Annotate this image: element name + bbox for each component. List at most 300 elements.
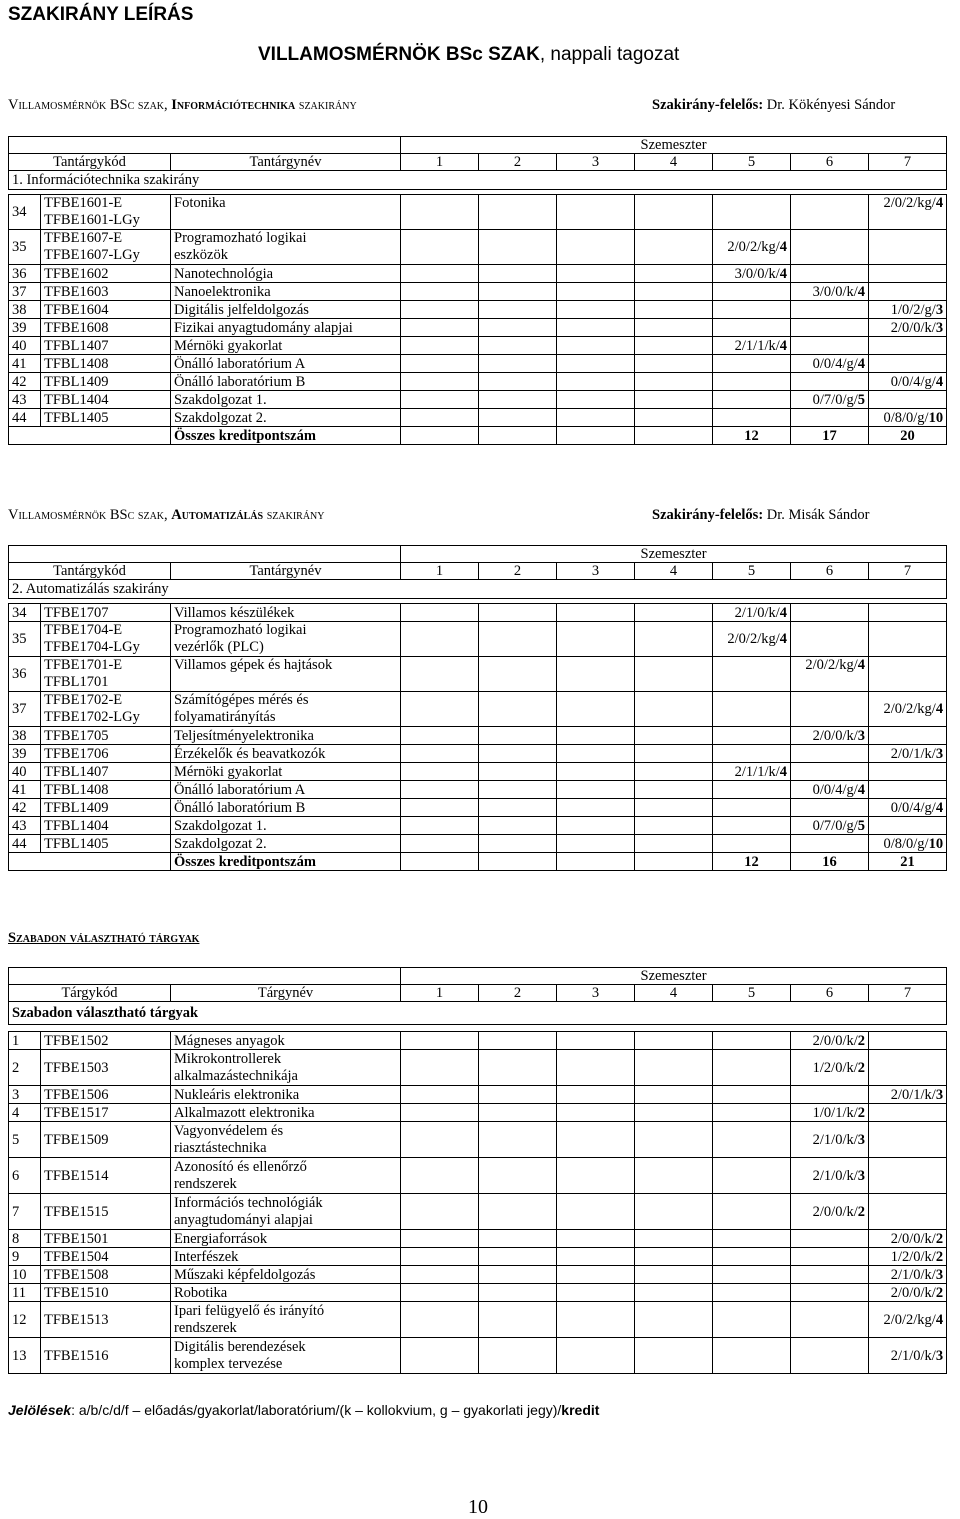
course-code-line2: TFBE1704-LGy bbox=[44, 639, 140, 655]
semester-cell bbox=[557, 1302, 635, 1338]
section2-heading-suffix: szakirány bbox=[263, 507, 325, 523]
course-name-line2: vezérlők (PLC) bbox=[174, 639, 264, 655]
credit-number: 4 bbox=[857, 781, 866, 798]
semester-cell bbox=[401, 427, 479, 445]
credit-value: 0/8/0/g/10 bbox=[869, 409, 947, 427]
total-value: 21 bbox=[869, 853, 947, 871]
credit-value: 0/0/4/g/4 bbox=[791, 355, 869, 373]
course-code: TFBE1502 bbox=[41, 1032, 171, 1050]
course-code: TFBL1408 bbox=[41, 355, 171, 373]
credit-value: 2/0/0/k/2 bbox=[869, 1230, 947, 1248]
semester-cell bbox=[713, 1338, 791, 1374]
semester-cell bbox=[557, 763, 635, 781]
semester-cell bbox=[557, 692, 635, 727]
semester-cell bbox=[635, 319, 713, 337]
section1-column-header-row bbox=[9, 154, 947, 171]
semester-cell bbox=[869, 337, 947, 355]
credit-value: 2/0/0/k/3 bbox=[791, 727, 869, 745]
semester-cell bbox=[479, 391, 557, 409]
semester-cell bbox=[557, 1284, 635, 1302]
course-name: Nukleáris elektronika bbox=[171, 1086, 401, 1104]
course-name: Szakdolgozat 2. bbox=[171, 409, 401, 427]
semester-cell bbox=[479, 283, 557, 301]
semester-cell bbox=[401, 763, 479, 781]
semester-cell bbox=[401, 319, 479, 337]
semester-cell bbox=[479, 657, 557, 692]
course-row bbox=[9, 409, 947, 427]
semester-cell bbox=[479, 195, 557, 230]
semester-cell bbox=[869, 283, 947, 301]
credit-value: 1/2/0/k/2 bbox=[791, 1050, 869, 1086]
row-number: 43 bbox=[9, 817, 41, 835]
course-name-line1: Programozható logikai bbox=[174, 230, 307, 246]
semester-cell bbox=[713, 835, 791, 853]
course-name: Villamos készülékek bbox=[171, 604, 401, 622]
course-name-line1: Számítógépes mérés és bbox=[174, 692, 309, 708]
semester-cell bbox=[713, 727, 791, 745]
semester-cell bbox=[635, 1338, 713, 1374]
semester-number: 5 bbox=[713, 154, 791, 171]
semester-cell bbox=[479, 692, 557, 727]
semester-cell bbox=[713, 1086, 791, 1104]
semester-cell bbox=[635, 657, 713, 692]
semester-cell bbox=[635, 337, 713, 355]
semester-cell bbox=[401, 817, 479, 835]
semester-cell bbox=[791, 1248, 869, 1266]
course-name bbox=[171, 622, 401, 657]
semester-cell bbox=[635, 692, 713, 727]
credit-value: 1/2/0/k/2 bbox=[869, 1248, 947, 1266]
course-code: TFBL1404 bbox=[41, 391, 171, 409]
semester-cell bbox=[791, 301, 869, 319]
semester-number: 6 bbox=[791, 154, 869, 171]
credit-number: 4 bbox=[857, 657, 866, 673]
semester-cell bbox=[791, 195, 869, 230]
semester-cell bbox=[713, 1104, 791, 1122]
semester-cell bbox=[479, 1302, 557, 1338]
semester-cell bbox=[635, 1302, 713, 1338]
semester-cell bbox=[713, 1050, 791, 1086]
semester-cell bbox=[401, 692, 479, 727]
credit-number: 4 bbox=[935, 799, 944, 816]
row-number: 6 bbox=[9, 1158, 41, 1194]
credit-number: 4 bbox=[935, 701, 944, 717]
credit-value: 2/0/0/k/2 bbox=[791, 1032, 869, 1050]
section1-resp-label: Szakirány-felelős: bbox=[652, 97, 764, 113]
credit-number: 3 bbox=[935, 301, 944, 318]
course-row bbox=[9, 1338, 947, 1374]
semester-cell bbox=[401, 301, 479, 319]
semester-cell bbox=[557, 427, 635, 445]
semester-number: 4 bbox=[635, 985, 713, 1002]
semester-cell bbox=[557, 1050, 635, 1086]
credit-number: 3 bbox=[935, 319, 944, 336]
course-name: Önálló laboratórium A bbox=[171, 355, 401, 373]
course-name-line2: rendszerek bbox=[174, 1319, 237, 1336]
semester-cell bbox=[479, 727, 557, 745]
row-number: 34 bbox=[9, 604, 41, 622]
credit-value: 2/1/0/k/3 bbox=[869, 1266, 947, 1284]
course-code: TFBE1503 bbox=[41, 1050, 171, 1086]
semester-cell bbox=[635, 1194, 713, 1230]
course-name: Teljesítményelektronika bbox=[171, 727, 401, 745]
semester-cell bbox=[557, 727, 635, 745]
semester-cell bbox=[401, 1050, 479, 1086]
total-value: 17 bbox=[791, 427, 869, 445]
course-code-line1: TFBE1702-E bbox=[44, 692, 123, 708]
semester-cell bbox=[713, 781, 791, 799]
section1-heading-bold: Információtechnika bbox=[171, 97, 296, 113]
credit-number: 4 bbox=[779, 337, 788, 354]
section2-resp-label: Szakirány-felelős: bbox=[652, 507, 764, 523]
course-name: Mérnöki gyakorlat bbox=[171, 763, 401, 781]
course-code: TFBL1404 bbox=[41, 817, 171, 835]
semester-cell bbox=[791, 265, 869, 283]
semester-cell bbox=[635, 427, 713, 445]
semester-cell bbox=[635, 301, 713, 319]
course-name: Energiaforrások bbox=[171, 1230, 401, 1248]
semester-cell bbox=[635, 1248, 713, 1266]
section1-resp-name: Dr. Kökényesi Sándor bbox=[763, 97, 896, 113]
semester-cell bbox=[869, 1050, 947, 1086]
semester-cell bbox=[635, 763, 713, 781]
course-name-line2: komplex tervezése bbox=[174, 1355, 283, 1372]
semester-cell bbox=[635, 391, 713, 409]
course-row bbox=[9, 622, 947, 657]
credit-value: 2/0/1/k/3 bbox=[869, 1086, 947, 1104]
course-row bbox=[9, 657, 947, 692]
row-number: 38 bbox=[9, 301, 41, 319]
semester-number: 5 bbox=[713, 985, 791, 1002]
course-row bbox=[9, 1266, 947, 1284]
total-row bbox=[9, 853, 947, 871]
credit-value: 2/1/0/k/3 bbox=[869, 1338, 947, 1374]
row-number: 12 bbox=[9, 1302, 41, 1338]
semester-cell bbox=[401, 853, 479, 871]
course-name bbox=[171, 1122, 401, 1158]
semester-cell bbox=[557, 745, 635, 763]
course-code: TFBE1516 bbox=[41, 1338, 171, 1374]
semester-cell bbox=[401, 337, 479, 355]
semester-cell bbox=[791, 763, 869, 781]
course-code-line1: TFBE1607-E bbox=[44, 230, 123, 246]
credit-number: 10 bbox=[928, 409, 944, 426]
semester-cell bbox=[713, 283, 791, 301]
semester-cell bbox=[557, 230, 635, 265]
semester-cell bbox=[557, 355, 635, 373]
semester-cell bbox=[713, 1032, 791, 1050]
legend-text: : a/b/c/d/f – előadás/gyakorlat/laboratórium/(k – kollokvium, g – gyakorlati jegy)/ bbox=[71, 1402, 562, 1418]
semester-cell bbox=[635, 1050, 713, 1086]
section2-heading bbox=[8, 507, 324, 524]
credit-value: 2/1/1/k/4 bbox=[713, 763, 791, 781]
course-code: TFBL1405 bbox=[41, 835, 171, 853]
credit-value: 2/0/2/kg/4 bbox=[869, 1302, 947, 1338]
credit-number: 4 bbox=[935, 195, 944, 211]
semester-cell bbox=[869, 391, 947, 409]
course-code: TFBE1602 bbox=[41, 265, 171, 283]
elective-heading bbox=[8, 930, 199, 947]
row-number: 35 bbox=[9, 622, 41, 657]
semester-cell bbox=[713, 1230, 791, 1248]
semester-cell bbox=[713, 1302, 791, 1338]
course-name-line2: anyagtudományi alapjai bbox=[174, 1211, 313, 1228]
semester-cell bbox=[401, 1194, 479, 1230]
semester-cell bbox=[479, 427, 557, 445]
semester-cell bbox=[479, 1032, 557, 1050]
semester-cell bbox=[401, 195, 479, 230]
semester-cell bbox=[869, 657, 947, 692]
row-number: 9 bbox=[9, 1248, 41, 1266]
legend bbox=[8, 1402, 599, 1418]
course-row bbox=[9, 604, 947, 622]
course-name-line1: Információs technológiák bbox=[174, 1194, 323, 1211]
subtitle-bold: VILLAMOSMÉRNÖK BSc SZAK bbox=[258, 44, 540, 65]
credit-number: 2 bbox=[857, 1059, 866, 1076]
course-row bbox=[9, 1248, 947, 1266]
credit-value: 2/0/1/k/3 bbox=[869, 745, 947, 763]
row-number: 42 bbox=[9, 373, 41, 391]
page-number: 10 bbox=[468, 1496, 488, 1518]
credit-number: 4 bbox=[857, 283, 866, 300]
semester-cell bbox=[401, 1032, 479, 1050]
semester-cell bbox=[557, 283, 635, 301]
course-name-line1: Azonosító és ellenőrző bbox=[174, 1158, 307, 1175]
course-name: Önálló laboratórium B bbox=[171, 799, 401, 817]
course-code: TFBE1705 bbox=[41, 727, 171, 745]
semester-cell bbox=[479, 745, 557, 763]
semester-cell bbox=[401, 391, 479, 409]
semester-number: 4 bbox=[635, 563, 713, 580]
course-name: Digitális jelfeldolgozás bbox=[171, 301, 401, 319]
course-code: TFBE1517 bbox=[41, 1104, 171, 1122]
course-name-line1: Ipari felügyelő és irányító bbox=[174, 1302, 325, 1319]
semester-cell bbox=[479, 319, 557, 337]
semester-cell bbox=[479, 337, 557, 355]
semester-label: Szemeszter bbox=[401, 137, 947, 154]
course-code: TFBE1707 bbox=[41, 604, 171, 622]
course-row bbox=[9, 355, 947, 373]
total-row bbox=[9, 427, 947, 445]
semester-cell bbox=[401, 835, 479, 853]
semester-cell bbox=[791, 1266, 869, 1284]
semester-cell bbox=[635, 1032, 713, 1050]
course-name: Érzékelők és beavatkozók bbox=[171, 745, 401, 763]
semester-cell bbox=[869, 1032, 947, 1050]
semester-cell bbox=[869, 727, 947, 745]
credit-number: 2 bbox=[935, 1284, 944, 1301]
semester-cell bbox=[791, 692, 869, 727]
semester-cell bbox=[479, 835, 557, 853]
course-row bbox=[9, 1302, 947, 1338]
credit-value: 2/0/2/kg/4 bbox=[869, 195, 947, 230]
course-row bbox=[9, 1284, 947, 1302]
course-name-line2: alkalmazástechnikája bbox=[174, 1067, 298, 1084]
credit-value: 0/0/4/g/4 bbox=[869, 373, 947, 391]
semester-cell bbox=[479, 1104, 557, 1122]
semester-cell bbox=[635, 1230, 713, 1248]
course-name bbox=[171, 1338, 401, 1374]
course-name: Önálló laboratórium B bbox=[171, 373, 401, 391]
course-name: Önálló laboratórium A bbox=[171, 781, 401, 799]
course-row bbox=[9, 1158, 947, 1194]
group-label: Szabadon választható tárgyak bbox=[9, 1002, 947, 1025]
semester-cell bbox=[557, 1122, 635, 1158]
spacer-cell bbox=[9, 1025, 947, 1032]
semester-cell bbox=[869, 781, 947, 799]
course-row bbox=[9, 195, 947, 230]
semester-cell bbox=[635, 817, 713, 835]
credit-number: 2 bbox=[857, 1203, 866, 1220]
course-name bbox=[171, 1050, 401, 1086]
course-row bbox=[9, 230, 947, 265]
credit-value: 3/0/0/k/4 bbox=[713, 265, 791, 283]
credit-number: 4 bbox=[779, 604, 788, 621]
course-code: TFBL1409 bbox=[41, 373, 171, 391]
semester-cell bbox=[479, 301, 557, 319]
semester-number: 3 bbox=[557, 154, 635, 171]
course-name-line1: Digitális berendezések bbox=[174, 1338, 306, 1355]
credit-value: 2/0/2/kg/4 bbox=[713, 230, 791, 265]
credit-value: 2/1/0/k/3 bbox=[791, 1122, 869, 1158]
semester-cell bbox=[401, 1284, 479, 1302]
elective-column-header-row bbox=[9, 985, 947, 1002]
credit-value: 0/0/4/g/4 bbox=[791, 781, 869, 799]
semester-cell bbox=[791, 1284, 869, 1302]
semester-cell bbox=[401, 799, 479, 817]
semester-number: 2 bbox=[479, 154, 557, 171]
semester-cell bbox=[479, 409, 557, 427]
row-number: 8 bbox=[9, 1230, 41, 1248]
semester-cell bbox=[401, 604, 479, 622]
semester-cell bbox=[791, 799, 869, 817]
blank-cell bbox=[9, 137, 401, 154]
semester-number: 1 bbox=[401, 154, 479, 171]
semester-cell bbox=[791, 745, 869, 763]
credit-number: 2 bbox=[935, 1248, 944, 1265]
semester-number: 3 bbox=[557, 563, 635, 580]
semester-cell bbox=[869, 1194, 947, 1230]
semester-cell bbox=[791, 604, 869, 622]
course-name: Villamos gépek és hajtások bbox=[171, 657, 401, 692]
semester-cell bbox=[401, 745, 479, 763]
semester-cell bbox=[713, 692, 791, 727]
course-name-line2: riasztástechnika bbox=[174, 1139, 267, 1156]
semester-cell bbox=[557, 337, 635, 355]
section1-table bbox=[8, 136, 947, 445]
course-row bbox=[9, 817, 947, 835]
credit-number: 5 bbox=[857, 817, 866, 834]
section2-table bbox=[8, 545, 947, 871]
credit-number: 3 bbox=[935, 1347, 944, 1364]
semester-cell bbox=[557, 373, 635, 391]
semester-cell bbox=[401, 1230, 479, 1248]
page-subtitle bbox=[258, 44, 679, 66]
semester-cell bbox=[791, 622, 869, 657]
course-code bbox=[41, 195, 171, 230]
course-name: Szakdolgozat 1. bbox=[171, 817, 401, 835]
semester-cell bbox=[479, 1158, 557, 1194]
semester-cell bbox=[635, 283, 713, 301]
semester-cell bbox=[713, 391, 791, 409]
semester-cell bbox=[479, 1284, 557, 1302]
semester-cell bbox=[401, 230, 479, 265]
semester-cell bbox=[479, 763, 557, 781]
course-code: TFBE1515 bbox=[41, 1194, 171, 1230]
course-row bbox=[9, 337, 947, 355]
col-name-header: Tantárgynév bbox=[171, 154, 401, 171]
semester-number: 7 bbox=[869, 154, 947, 171]
semester-cell bbox=[401, 409, 479, 427]
course-name-line1: Programozható logikai bbox=[174, 622, 307, 638]
semester-cell bbox=[869, 604, 947, 622]
course-code: TFBE1608 bbox=[41, 319, 171, 337]
credit-number: 4 bbox=[935, 1311, 944, 1328]
semester-cell bbox=[557, 265, 635, 283]
semester-cell bbox=[635, 373, 713, 391]
semester-cell bbox=[635, 355, 713, 373]
semester-cell bbox=[713, 1158, 791, 1194]
row-number: 2 bbox=[9, 1050, 41, 1086]
section1-responsible bbox=[652, 97, 895, 114]
semester-cell bbox=[635, 195, 713, 230]
course-name bbox=[171, 1302, 401, 1338]
semester-cell bbox=[401, 1086, 479, 1104]
course-row bbox=[9, 1194, 947, 1230]
semester-cell bbox=[401, 355, 479, 373]
semester-cell bbox=[557, 301, 635, 319]
row-number: 1 bbox=[9, 1032, 41, 1050]
semester-cell bbox=[557, 1266, 635, 1284]
section2-resp-name: Dr. Misák Sándor bbox=[763, 507, 870, 523]
row-number: 7 bbox=[9, 1194, 41, 1230]
credit-number: 5 bbox=[857, 391, 866, 408]
row-number: 4 bbox=[9, 1104, 41, 1122]
semester-number: 1 bbox=[401, 563, 479, 580]
semester-cell bbox=[479, 1086, 557, 1104]
blank-cell bbox=[9, 546, 401, 563]
semester-cell bbox=[869, 1158, 947, 1194]
semester-cell bbox=[479, 604, 557, 622]
semester-cell bbox=[479, 799, 557, 817]
course-row bbox=[9, 745, 947, 763]
row-number: 37 bbox=[9, 692, 41, 727]
semester-number: 5 bbox=[713, 563, 791, 580]
course-code-line1: TFBE1601-E bbox=[44, 195, 123, 211]
row-number: 11 bbox=[9, 1284, 41, 1302]
semester-number: 7 bbox=[869, 985, 947, 1002]
course-code: TFBL1409 bbox=[41, 799, 171, 817]
semester-cell bbox=[635, 622, 713, 657]
row-number: 38 bbox=[9, 727, 41, 745]
course-name bbox=[171, 230, 401, 265]
credit-value: 2/0/2/kg/4 bbox=[869, 692, 947, 727]
semester-cell bbox=[479, 1122, 557, 1158]
course-row bbox=[9, 835, 947, 853]
group-label: 2. Automatizálás szakirány bbox=[9, 580, 947, 599]
semester-cell bbox=[401, 1158, 479, 1194]
course-code bbox=[41, 657, 171, 692]
section2-group-row bbox=[9, 580, 947, 599]
semester-cell bbox=[479, 1050, 557, 1086]
credit-value: 0/0/4/g/4 bbox=[869, 799, 947, 817]
semester-cell bbox=[401, 1248, 479, 1266]
semester-cell bbox=[557, 799, 635, 817]
semester-cell bbox=[557, 781, 635, 799]
credit-number: 3 bbox=[857, 1131, 866, 1148]
credit-number: 3 bbox=[857, 1167, 866, 1184]
semester-cell bbox=[557, 1086, 635, 1104]
